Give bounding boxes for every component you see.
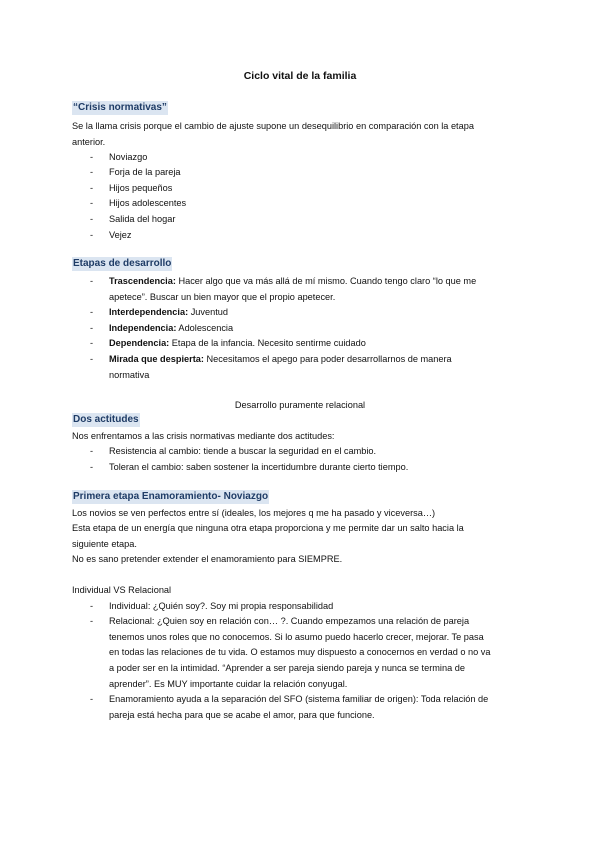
list-item-continuation: en todas las relaciones de tu vida. O estamos muy dispuesto a conocernos en verdad o no va (109, 647, 491, 657)
list-item: - Noviazgo (90, 152, 148, 162)
list-item: - Resistencia al cambio: tiende a buscar la seguridad en el cambio. (90, 446, 377, 456)
paragraph-line: No es sano pretender extender el enamoramiento para SIEMPRE. (72, 554, 343, 564)
paragraph-line: Esta etapa de un energía que ninguna otra etapa proporciona y me permite dar un salto hacia la (72, 523, 464, 533)
center-note: Desarrollo puramente relacional (234, 400, 366, 410)
list-item-continuation: a poder ser en la intimidad. “Aprender a ser pareja siendo pareja y nunca se termina de (109, 663, 465, 673)
paragraph-line: siguiente etapa. (72, 539, 137, 549)
list-item: - Relacional: ¿Quien soy en relación con… ?. Cuando empezamos una relación de pareja (90, 616, 470, 626)
list-item: - Enamoramiento ayuda a la separación del SFO (sistema familiar de origen): Toda relación de (90, 694, 489, 704)
list-item-continuation: pareja está hecha para que se acabe el amor, para que funcione. (109, 710, 375, 720)
list-item: - Hijos pequeños (90, 183, 173, 193)
paragraph-line: anterior. (72, 137, 106, 147)
list-item: - Hijos adolescentes (90, 198, 187, 208)
paragraph-line: Se la llama crisis porque el cambio de ajuste supone un desequilibrio en comparación con la etapa (72, 121, 474, 131)
list-item: - Interdependencia: Juventud (90, 307, 228, 317)
list-item: - Vejez (90, 230, 132, 240)
heading-etapas-desarrollo: Etapas de desarrollo (73, 258, 172, 269)
list-item: - Independencia: Adolescencia (90, 323, 234, 333)
list-item: - Individual: ¿Quién soy?. Soy mi propia responsabilidad (90, 601, 334, 611)
list-item-continuation: normativa (109, 370, 150, 380)
document-title: Ciclo vital de la familia (243, 70, 357, 82)
heading-crisis-normativas: “Crisis normativas” (73, 102, 167, 113)
list-item: - Salida del hogar (90, 214, 176, 224)
list-item: - Mirada que despierta: Necesitamos el apego para poder desarrollarnos de manera (90, 354, 452, 364)
paragraph-line: Los novios se ven perfectos entre sí (ideales, los mejores q me ha pasado y viceversa…) (72, 508, 436, 518)
list-item-continuation: apetece”. Buscar un bien mayor que el propio apetecer. (109, 292, 336, 302)
paragraph-line: Nos enfrentamos a las crisis normativas mediante dos actitudes: (72, 431, 335, 441)
list-item: - Forja de la pareja (90, 167, 181, 177)
list-item: - Dependencia: Etapa de la infancia. Necesito sentirme cuidado (90, 338, 366, 348)
list-item-continuation: aprender”. Es MUY importante cuidar la relación conyugal. (109, 679, 348, 689)
list-item: - Toleran el cambio: saben sostener la incertidumbre durante cierto tiempo. (90, 462, 409, 472)
list-item: - Trascendencia: Hacer algo que va más allá de mí mismo. Cuando tengo claro “lo que me (90, 276, 477, 286)
heading-dos-actitudes: Dos actitudes (73, 414, 139, 425)
list-item-continuation: tenemos unos roles que no conocemos. Si lo asumo puedo hacerlo crecer, mejorar. Te pasa (109, 632, 484, 642)
paragraph-line: Individual VS Relacional (72, 585, 172, 595)
heading-primera-etapa: Primera etapa Enamoramiento- Noviazgo (73, 491, 269, 502)
